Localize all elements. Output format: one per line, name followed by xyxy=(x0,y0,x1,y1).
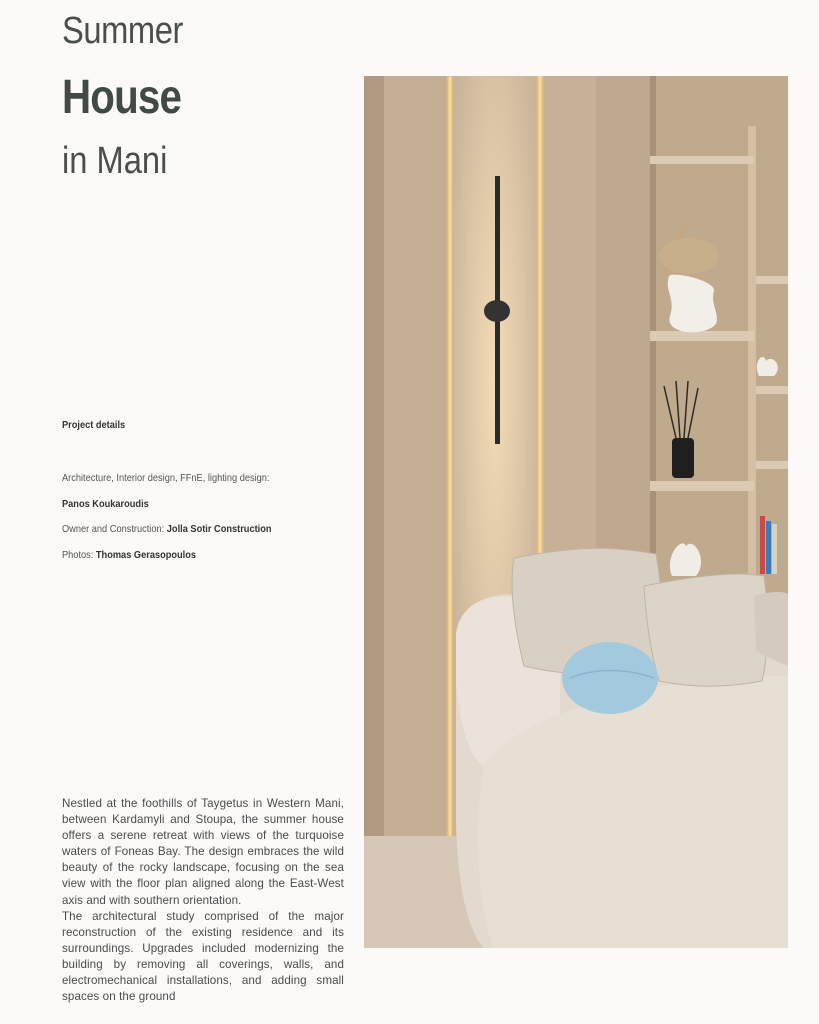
owner-label: Owner and Construction: xyxy=(62,523,165,535)
owner-credit xyxy=(62,523,272,535)
photos-credit xyxy=(62,549,196,561)
photos-label: Photos: xyxy=(62,549,94,561)
article-paragraph-2: The architectural study comprised of the major reconstruction of the existing residence and its surroundings. Upgrades included modernizing the building by removing all coverings, walls, and electromechanical installations, and adding small spaces on the ground xyxy=(62,909,344,1004)
photographer-name: Thomas Gerasopoulos xyxy=(95,549,197,561)
architect-name: Panos Koukaroudis xyxy=(62,498,149,510)
title-in-mani: in Mani xyxy=(62,140,168,182)
interior-photo xyxy=(364,76,788,948)
architecture-label: Architecture, Interior design, FFnE, lighting design: xyxy=(62,472,270,484)
article-body xyxy=(62,796,344,1005)
article-paragraph-1: Nestled at the foothills of Taygetus in Western Mani, between Kardamyli and Stoupa, the summer house offers a serene retreat with views of the turquoise waters of Foneas Bay. The design embraces the wild beauty of the rocky landscape, focusing on the sea view with the floor plan aligned along the East-West axis and with southern orientation. xyxy=(62,797,344,907)
interior-photo-illustration xyxy=(364,76,788,948)
title-house: House xyxy=(62,71,182,124)
owner-name: Jolla Sotir Construction xyxy=(166,523,272,535)
title-summer: Summer xyxy=(62,10,183,52)
project-details-heading: Project details xyxy=(62,419,126,431)
